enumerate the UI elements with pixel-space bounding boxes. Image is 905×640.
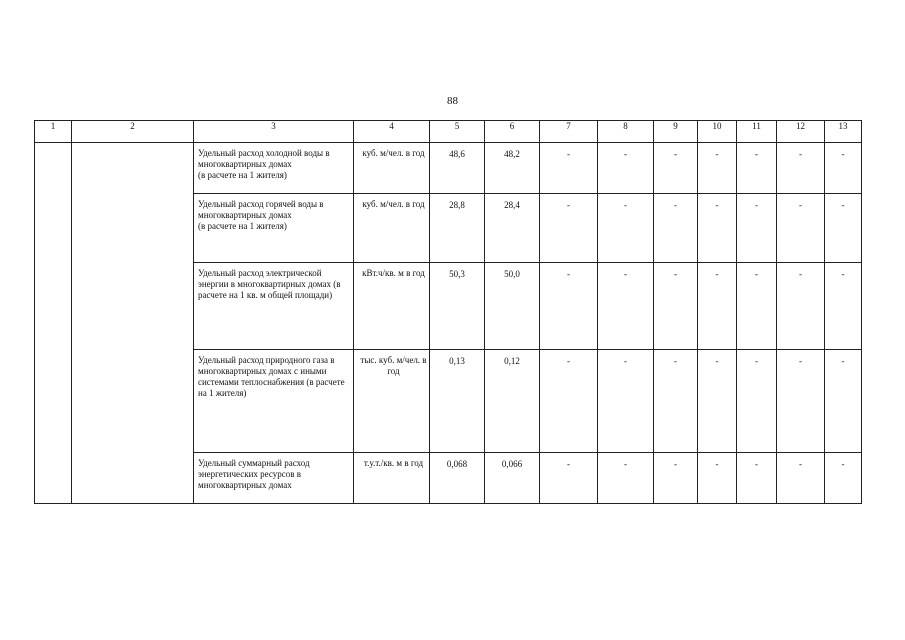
dash-cell: - xyxy=(777,350,825,453)
indicator-name: Удельный суммарный расход энергетических ресурсов в многоквартирных домах xyxy=(194,453,354,504)
dash-cell: - xyxy=(540,453,598,504)
indicator-name: Удельный расход холодной воды в многоквартирных домах (в расчете на 1 жителя) xyxy=(194,143,354,194)
dash-cell: - xyxy=(698,453,737,504)
dash-cell: - xyxy=(737,194,777,263)
value-cell: 0,13 xyxy=(430,350,485,453)
dash-cell: - xyxy=(654,453,698,504)
column-header: 11 xyxy=(737,121,777,143)
column-header: 1 xyxy=(35,121,72,143)
unit-cell: т.у.т./кв. м в год xyxy=(354,453,430,504)
column-header: 12 xyxy=(777,121,825,143)
column-header: 8 xyxy=(598,121,654,143)
indicators-table xyxy=(34,120,862,504)
unit-cell: кВт.ч/кв. м в год xyxy=(354,263,430,350)
value-cell: 50,3 xyxy=(430,263,485,350)
column-header: 5 xyxy=(430,121,485,143)
value-cell: 28,4 xyxy=(485,194,540,263)
dash-cell: - xyxy=(825,350,862,453)
value-cell: 0,068 xyxy=(430,453,485,504)
dash-cell: - xyxy=(825,194,862,263)
indicator-name: Удельный расход электрической энергии в многоквартирных домах (в расчете на 1 кв. м общей площади) xyxy=(194,263,354,350)
dash-cell: - xyxy=(598,350,654,453)
merged-cell-col1 xyxy=(35,143,72,504)
unit-cell: куб. м/чел. в год xyxy=(354,143,430,194)
dash-cell: - xyxy=(598,453,654,504)
dash-cell: - xyxy=(540,143,598,194)
dash-cell: - xyxy=(698,143,737,194)
unit-cell: куб. м/чел. в год xyxy=(354,194,430,263)
dash-cell: - xyxy=(598,143,654,194)
column-header: 4 xyxy=(354,121,430,143)
dash-cell: - xyxy=(825,143,862,194)
dash-cell: - xyxy=(777,143,825,194)
dash-cell: - xyxy=(598,263,654,350)
value-cell: 0,12 xyxy=(485,350,540,453)
dash-cell: - xyxy=(698,263,737,350)
dash-cell: - xyxy=(698,194,737,263)
column-header: 3 xyxy=(194,121,354,143)
dash-cell: - xyxy=(698,350,737,453)
column-header: 10 xyxy=(698,121,737,143)
value-cell: 28,8 xyxy=(430,194,485,263)
column-header: 13 xyxy=(825,121,862,143)
dash-cell: - xyxy=(825,453,862,504)
dash-cell: - xyxy=(540,194,598,263)
column-header: 7 xyxy=(540,121,598,143)
value-cell: 48,2 xyxy=(485,143,540,194)
column-header: 9 xyxy=(654,121,698,143)
dash-cell: - xyxy=(777,453,825,504)
dash-cell: - xyxy=(654,194,698,263)
column-header: 2 xyxy=(72,121,194,143)
dash-cell: - xyxy=(825,263,862,350)
dash-cell: - xyxy=(737,143,777,194)
dash-cell: - xyxy=(654,350,698,453)
dash-cell: - xyxy=(540,263,598,350)
unit-cell: тыс. куб. м/чел. в год xyxy=(354,350,430,453)
page-number: 88 xyxy=(447,95,458,107)
dash-cell: - xyxy=(777,263,825,350)
dash-cell: - xyxy=(737,453,777,504)
dash-cell: - xyxy=(654,263,698,350)
dash-cell: - xyxy=(654,143,698,194)
indicator-name: Удельный расход горячей воды в многоквартирных домах (в расчете на 1 жителя) xyxy=(194,194,354,263)
table-row xyxy=(35,143,862,194)
value-cell: 50,0 xyxy=(485,263,540,350)
value-cell: 0,066 xyxy=(485,453,540,504)
dash-cell: - xyxy=(540,350,598,453)
column-number-row xyxy=(35,121,862,143)
dash-cell: - xyxy=(777,194,825,263)
merged-cell-col2 xyxy=(72,143,194,504)
dash-cell: - xyxy=(598,194,654,263)
dash-cell: - xyxy=(737,350,777,453)
indicator-name: Удельный расход природного газа в многоквартирных домах с иными системами теплоснабжения (в расчете на 1 жителя) xyxy=(194,350,354,453)
value-cell: 48,6 xyxy=(430,143,485,194)
column-header: 6 xyxy=(485,121,540,143)
dash-cell: - xyxy=(737,263,777,350)
